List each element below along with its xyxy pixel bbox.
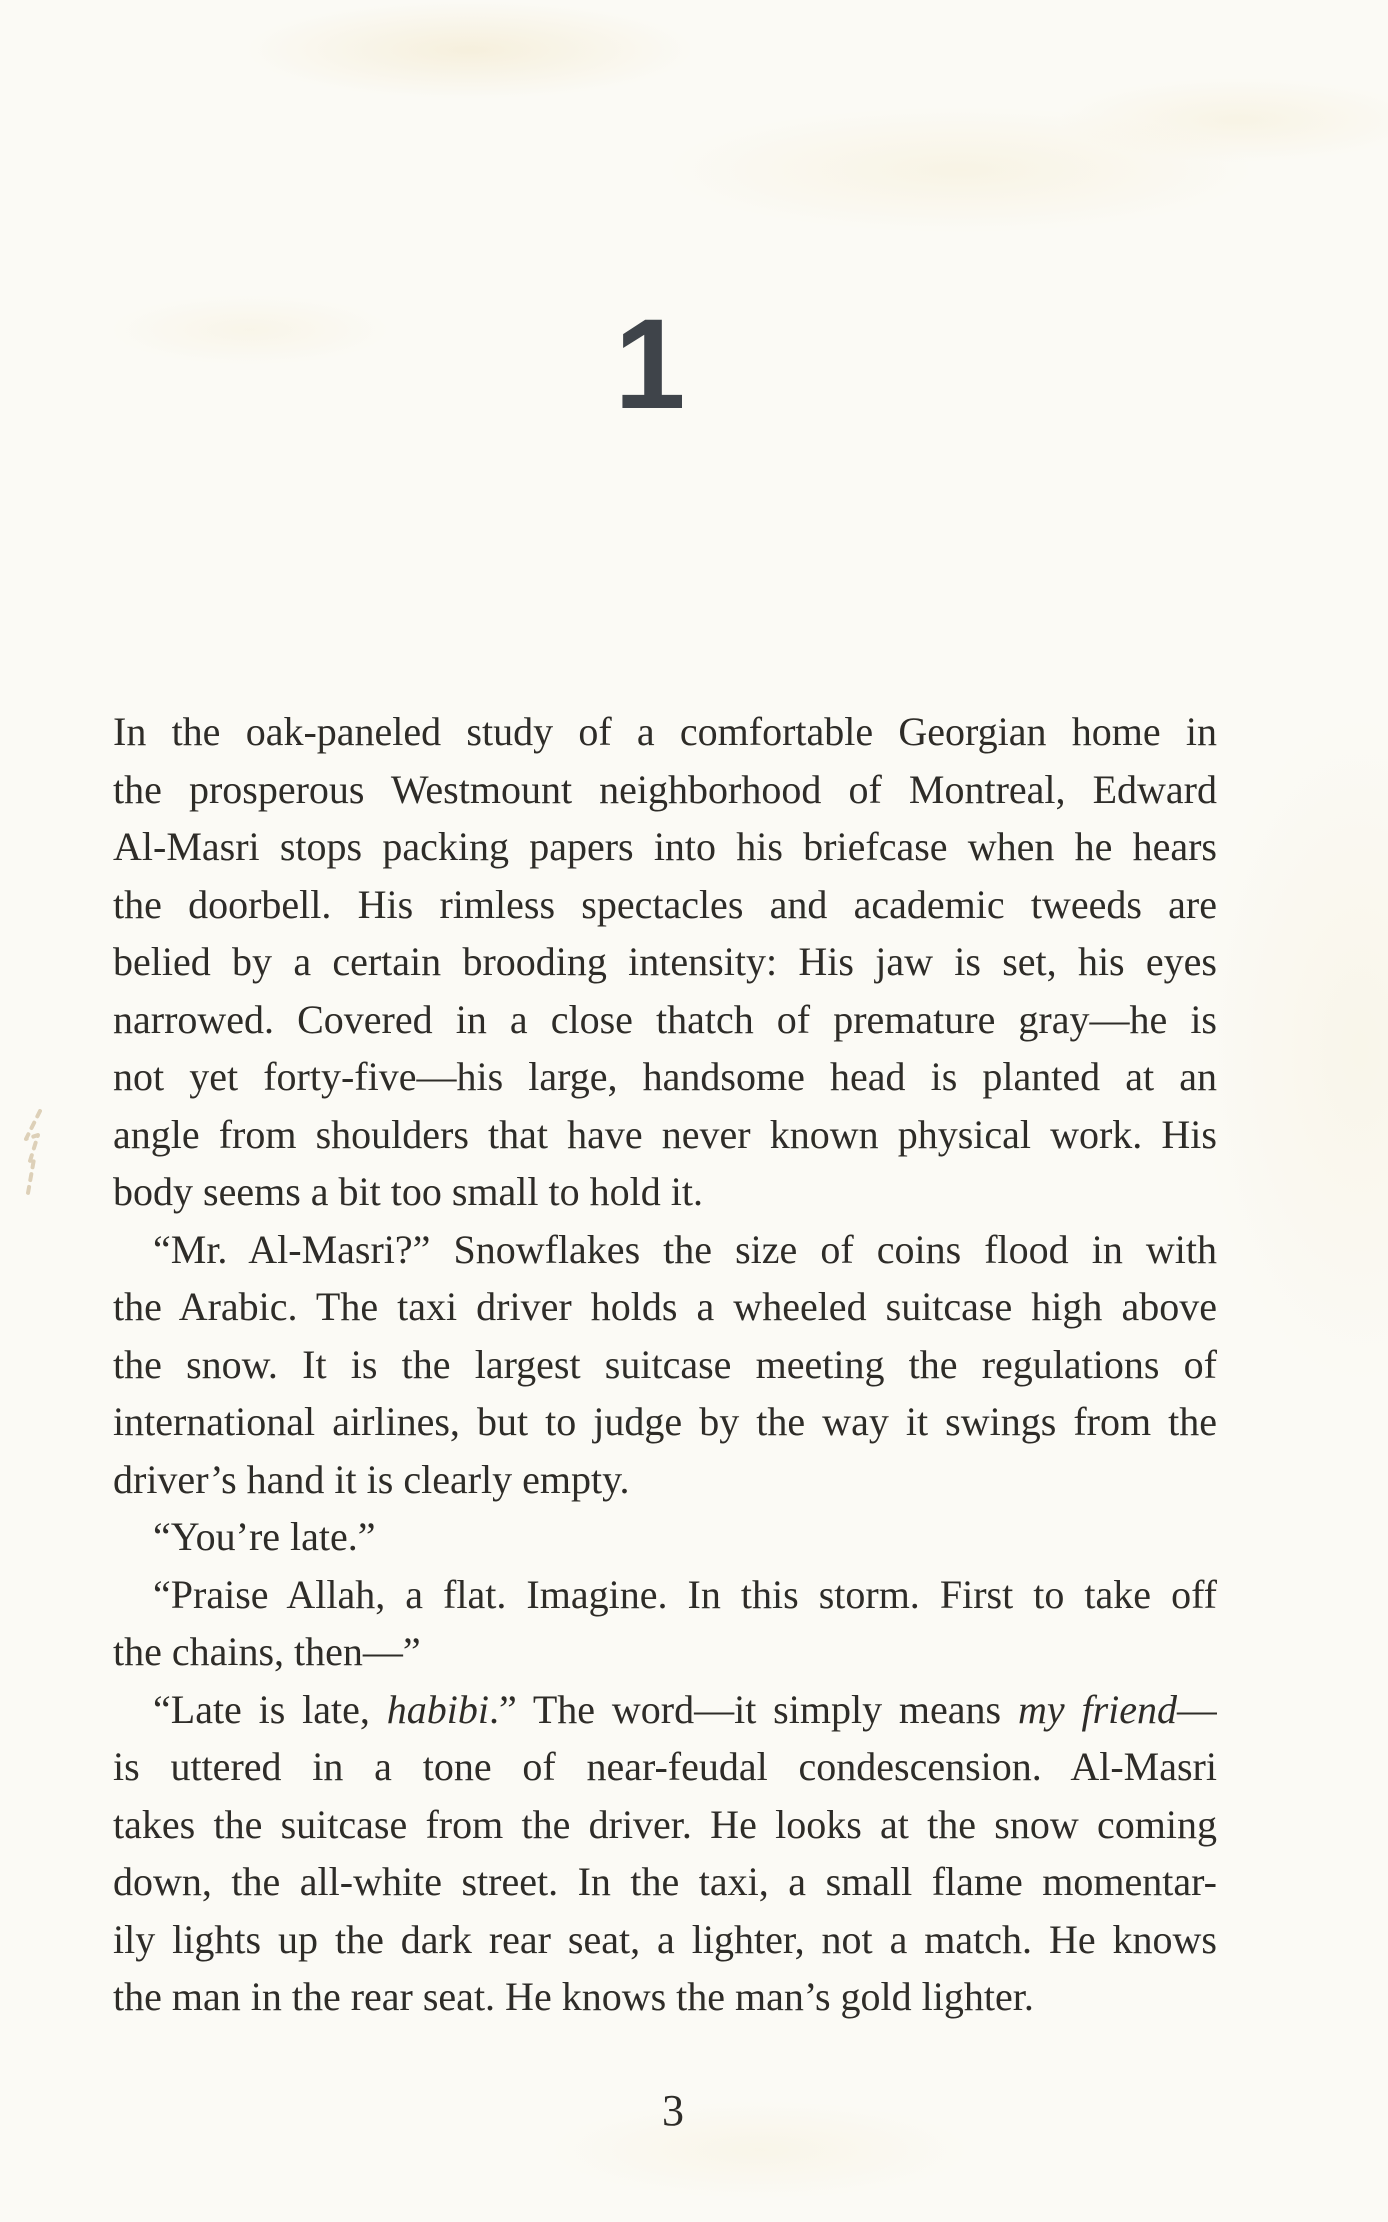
text-line: not yet forty-five—his large, handsome head is planted at an <box>113 1054 1217 1099</box>
text-line: the Arabic. The taxi driver holds a wheeled suitcase high above <box>113 1284 1217 1329</box>
text-line: international airlines, but to judge by the way it swings from the <box>113 1399 1217 1444</box>
text-line: In the oak-paneled study of a comfortable Georgian home in <box>113 709 1217 754</box>
text-line: body seems a bit too small to hold it. <box>113 1169 703 1214</box>
page-number: 3 <box>662 2086 684 2135</box>
text-line: angle from shoulders that have never known physical work. His <box>113 1111 1217 1157</box>
text-line: down, the all-white street. In the taxi, a small flame momentar- <box>113 1859 1217 1904</box>
margin-pen-mark <box>10 1105 60 1205</box>
text-line: the snow. It is the largest suitcase meeting the regulations of <box>113 1341 1217 1387</box>
text-line: narrowed. Covered in a close thatch of premature gray—he is <box>113 996 1217 1042</box>
text-line: “Late is late, habibi.” The word—it simply means my friend— <box>153 1686 1217 1732</box>
text-line: ily lights up the dark rear seat, a lighter, not a match. He knows <box>113 1916 1217 1962</box>
text-line: “Praise Allah, a flat. Imagine. In this storm. First to take off <box>153 1571 1217 1617</box>
body-text <box>113 703 1217 2026</box>
text-line: the chains, then—” <box>113 1629 421 1674</box>
italic-text: my friend <box>1017 1686 1177 1732</box>
italic-text: habibi <box>386 1686 489 1732</box>
text-line: Al-Masri stops packing papers into his briefcase when he hears <box>113 824 1217 869</box>
text-line: driver’s hand it is clearly empty. <box>113 1456 630 1502</box>
chapter-number: 1 <box>614 293 686 436</box>
text-line: “Mr. Al-Masri?” Snowflakes the size of coins flood in with <box>153 1226 1217 1272</box>
pen-squiggle-icon <box>10 1105 60 1205</box>
text-line: the man in the rear seat. He knows the man’s gold lighter. <box>113 1974 1034 2019</box>
text-line: the doorbell. His rimless spectacles and academic tweeds are <box>113 881 1217 927</box>
text-line: is uttered in a tone of near-feudal condescension. Al-Masri <box>113 1744 1217 1789</box>
text-line: belied by a certain brooding intensity: His jaw is set, his eyes <box>113 939 1217 984</box>
text-line: “You’re late.” <box>153 1514 376 1559</box>
text-line: takes the suitcase from the driver. He looks at the snow coming <box>113 1801 1217 1847</box>
text-line: the prosperous Westmount neighborhood of Montreal, Edward <box>113 766 1217 812</box>
